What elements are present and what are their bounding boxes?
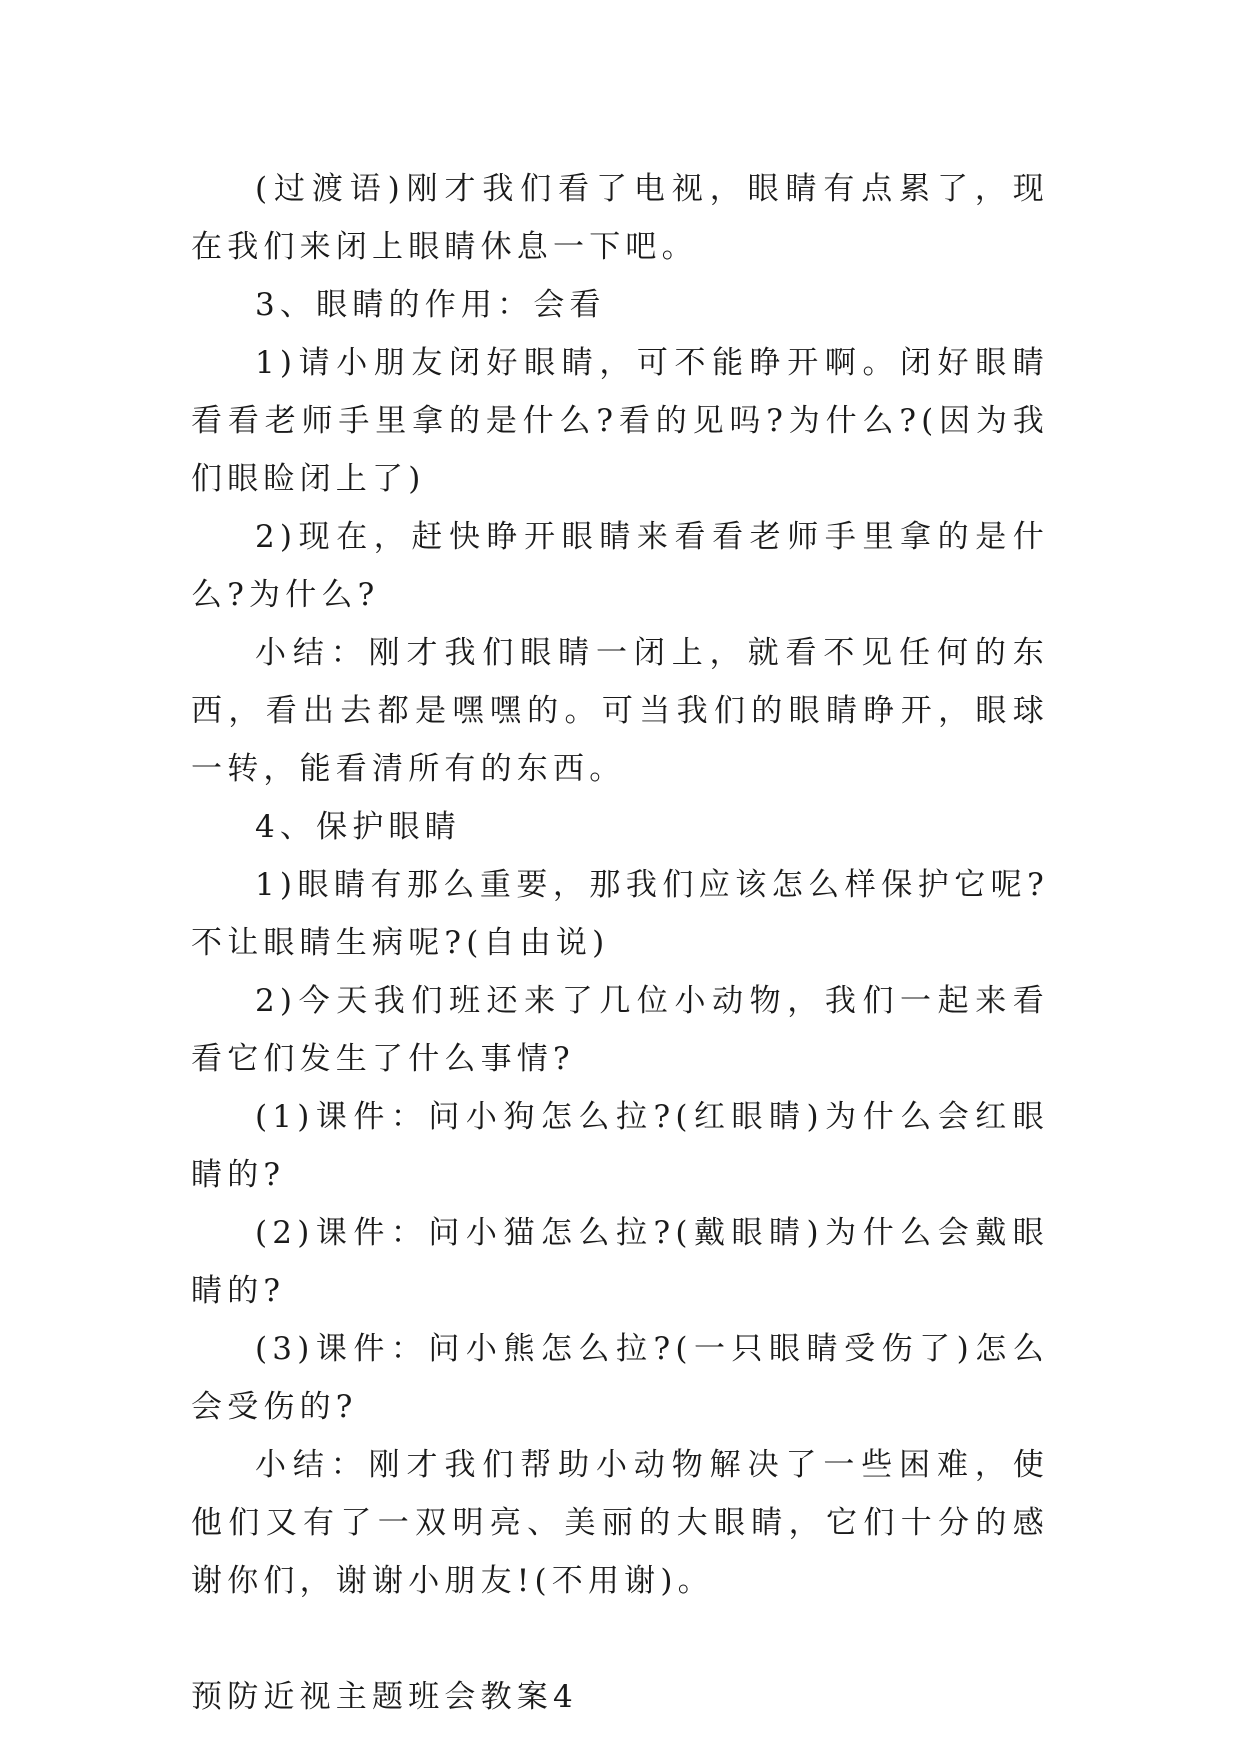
paragraph-transition: (过渡语)刚才我们看了电视，眼睛有点累了，现在我们来闭上眼睛休息一下吧。 <box>191 171 1049 265</box>
heading-eye-function: 3、眼睛的作用：会看 <box>255 287 606 323</box>
list-item-kitten: (2)课件：问小猫怎么拉?(戴眼睛)为什么会戴眼睛的? <box>191 1215 1049 1309</box>
paragraph-summary-helping: 小结：刚才我们帮助小动物解决了一些困难，使他们又有了一双明亮、美丽的大眼睛，它们十分的感谢你们，谢谢小朋友!(不用谢)。 <box>191 1447 1049 1599</box>
paragraph-summary-seeing: 小结：刚才我们眼睛一闭上，就看不见任何的东西，看出去都是嘿嘿的。可当我们的眼睛睁开，眼球一转，能看清所有的东西。 <box>191 635 1049 787</box>
paragraph-animals: 2)今天我们班还来了几位小动物，我们一起来看看它们发生了什么事情? <box>191 983 1049 1077</box>
heading-protect-eyes: 4、保护眼睛 <box>255 809 461 845</box>
section-title: 预防近视主题班会教案4 <box>191 1679 578 1715</box>
document-body <box>191 160 1049 1726</box>
paragraph-open-eyes: 2)现在，赶快睁开眼睛来看看老师手里拿的是什么?为什么? <box>191 519 1049 613</box>
paragraph-how-protect: 1)眼睛有那么重要，那我们应该怎么样保护它呢?不让眼睛生病呢?(自由说) <box>191 867 1049 961</box>
list-item-bear: (3)课件：问小熊怎么拉?(一只眼睛受伤了)怎么会受伤的? <box>191 1331 1049 1425</box>
section-spacer <box>191 1610 1049 1668</box>
list-item-puppy: (1)课件：问小狗怎么拉?(红眼睛)为什么会红眼睛的? <box>191 1099 1049 1193</box>
paragraph-close-eyes: 1)请小朋友闭好眼睛，可不能睁开啊。闭好眼睛看看老师手里拿的是什么?看的见吗?为什么?(因为我们眼睑闭上了) <box>191 345 1049 497</box>
